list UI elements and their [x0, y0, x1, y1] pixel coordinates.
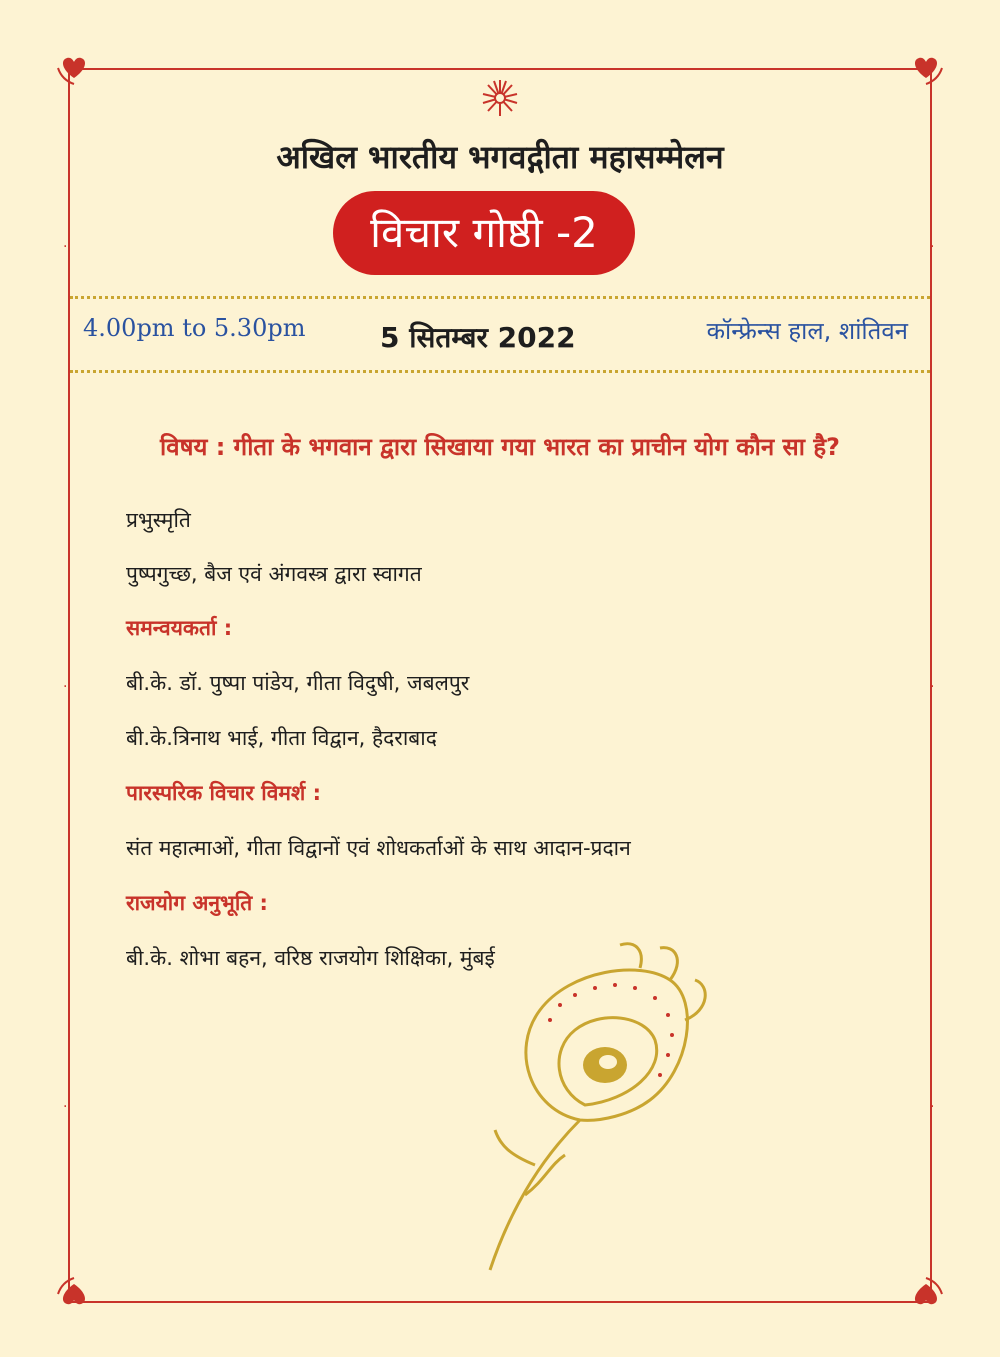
rajyoga-heading: राजयोग अनुभूति :	[126, 891, 268, 915]
heart-swirl-icon	[904, 48, 948, 92]
program-item: पुष्पगुच्छ, बैज एवं अंगवस्त्र द्वारा स्वागत	[126, 562, 422, 586]
heart-swirl-icon	[904, 1270, 948, 1314]
discussion-text: संत महात्माओं, गीता विद्वानों एवं शोधकर्ताओं के साथ आदान-प्रदान	[126, 836, 631, 860]
peacock-feather-icon	[470, 940, 720, 1280]
divider-bottom	[70, 370, 930, 373]
heart-swirl-icon	[52, 1270, 96, 1314]
rajyoga-text: बी.के. शोभा बहन, वरिष्ठ राजयोग शिक्षिका, मुंबई	[126, 946, 495, 970]
coordinator-entry: बी.के.त्रिनाथ भाई, गीता विद्वान, हैदराबाद	[126, 726, 437, 750]
program-item: प्रभुस्मृति	[126, 508, 191, 532]
border-dot: ·	[930, 1099, 935, 1115]
border-dot: ·	[63, 679, 68, 695]
border-dot: ·	[930, 679, 935, 695]
coordinators-heading: समन्वयकर्ता :	[126, 616, 233, 640]
border-dot: ·	[930, 239, 935, 255]
sun-burst-icon	[478, 76, 522, 120]
discussion-heading: पारस्परिक विचार विमर्श :	[126, 781, 321, 805]
border-dot: ·	[63, 239, 68, 255]
divider-top	[70, 296, 930, 299]
coordinator-entry: बी.के. डॉ. पुष्पा पांडेय, गीता विदुषी, जबलपुर	[126, 671, 470, 695]
heart-swirl-icon	[52, 48, 96, 92]
subject-line: विषय : गीता के भगवान द्वारा सिखाया गया भारत का प्राचीन योग कौन सा है?	[160, 433, 840, 461]
session-date: 5 सितम्बर 2022	[380, 321, 576, 354]
session-venue: कॉन्फ्रेन्स हाल, शांतिवन	[706, 317, 908, 345]
session-time: 4.00pm to 5.30pm	[83, 314, 306, 342]
border-dot: ·	[63, 1099, 68, 1115]
session-badge: विचार गोष्ठी -2	[333, 191, 635, 275]
event-title: अखिल भारतीय भगवद्गीता महासम्मेलन	[276, 138, 724, 176]
